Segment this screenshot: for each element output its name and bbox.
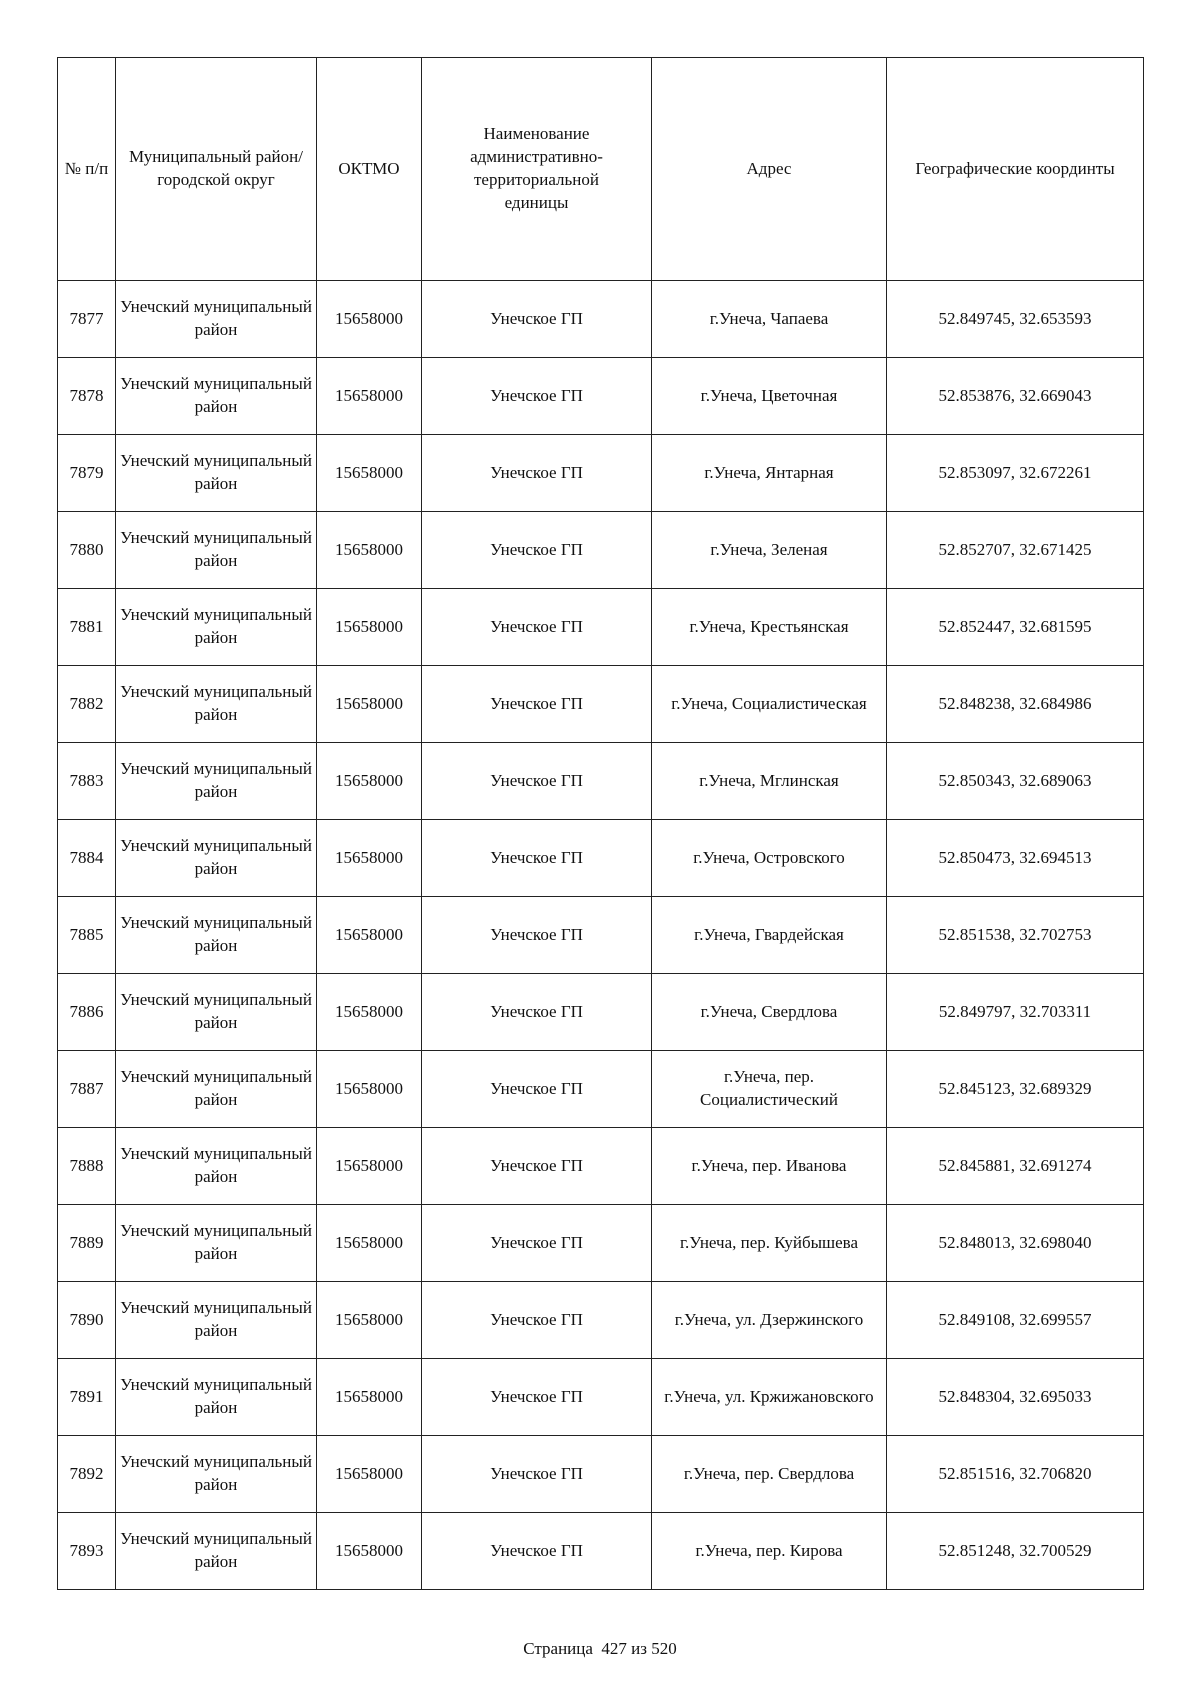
- cell-coords: 52.845123, 32.689329: [887, 1051, 1144, 1128]
- cell-address: г.Унеча, Свердлова: [652, 974, 887, 1051]
- cell-coords: 52.851248, 32.700529: [887, 1513, 1144, 1590]
- table-row: [58, 512, 1144, 589]
- cell-num: 7883: [58, 743, 116, 820]
- table-body: [58, 281, 1144, 1590]
- cell-unit: Унечское ГП: [422, 1128, 652, 1205]
- cell-coords: 52.849745, 32.653593: [887, 281, 1144, 358]
- cell-coords: 52.850473, 32.694513: [887, 820, 1144, 897]
- cell-district: Унечский муниципальный район: [116, 974, 317, 1051]
- cell-unit: Унечское ГП: [422, 1436, 652, 1513]
- cell-unit: Унечское ГП: [422, 897, 652, 974]
- cell-coords: 52.845881, 32.691274: [887, 1128, 1144, 1205]
- cell-district: Унечский муниципальный район: [116, 1513, 317, 1590]
- table-row: [58, 1205, 1144, 1282]
- cell-num: 7885: [58, 897, 116, 974]
- cell-num: 7880: [58, 512, 116, 589]
- table-row: [58, 897, 1144, 974]
- cell-district: Унечский муниципальный район: [116, 358, 317, 435]
- cell-address: г.Унеча, Крестьянская: [652, 589, 887, 666]
- cell-coords: 52.849797, 32.703311: [887, 974, 1144, 1051]
- cell-coords: 52.848238, 32.684986: [887, 666, 1144, 743]
- table-row: [58, 666, 1144, 743]
- cell-oktmo: 15658000: [317, 358, 422, 435]
- cell-district: Унечский муниципальный район: [116, 1436, 317, 1513]
- cell-oktmo: 15658000: [317, 897, 422, 974]
- table-row: [58, 589, 1144, 666]
- cell-district: Унечский муниципальный район: [116, 281, 317, 358]
- cell-coords: 52.848304, 32.695033: [887, 1359, 1144, 1436]
- header-coords: Географические координты: [887, 58, 1144, 281]
- cell-oktmo: 15658000: [317, 281, 422, 358]
- cell-address: г.Унеча, пер. Социалистический: [652, 1051, 887, 1128]
- header-unit: Наименование административно-территориальной единицы: [422, 58, 652, 281]
- cell-num: 7890: [58, 1282, 116, 1359]
- cell-oktmo: 15658000: [317, 1051, 422, 1128]
- cell-district: Унечский муниципальный район: [116, 1282, 317, 1359]
- cell-address: г.Унеча, Чапаева: [652, 281, 887, 358]
- cell-num: 7887: [58, 1051, 116, 1128]
- cell-unit: Унечское ГП: [422, 974, 652, 1051]
- cell-coords: 52.852447, 32.681595: [887, 589, 1144, 666]
- cell-unit: Унечское ГП: [422, 1282, 652, 1359]
- table-row: [58, 820, 1144, 897]
- cell-oktmo: 15658000: [317, 666, 422, 743]
- cell-district: Унечский муниципальный район: [116, 1205, 317, 1282]
- cell-address: г.Унеча, ул. Кржижановского: [652, 1359, 887, 1436]
- table-row: [58, 974, 1144, 1051]
- cell-district: Унечский муниципальный район: [116, 512, 317, 589]
- cell-num: 7891: [58, 1359, 116, 1436]
- cell-district: Унечский муниципальный район: [116, 743, 317, 820]
- cell-unit: Унечское ГП: [422, 666, 652, 743]
- table-row: [58, 435, 1144, 512]
- cell-oktmo: 15658000: [317, 435, 422, 512]
- cell-address: г.Унеча, Социалистическая: [652, 666, 887, 743]
- cell-address: г.Унеча, Мглинская: [652, 743, 887, 820]
- table-row: [58, 1051, 1144, 1128]
- cell-coords: 52.852707, 32.671425: [887, 512, 1144, 589]
- cell-address: г.Унеча, Островского: [652, 820, 887, 897]
- cell-address: г.Унеча, ул. Дзержинского: [652, 1282, 887, 1359]
- table-header: [58, 58, 1144, 281]
- cell-coords: 52.849108, 32.699557: [887, 1282, 1144, 1359]
- page-number: Страница 427 из 520: [523, 1639, 677, 1658]
- cell-oktmo: 15658000: [317, 512, 422, 589]
- cell-unit: Унечское ГП: [422, 1205, 652, 1282]
- table-row: [58, 1359, 1144, 1436]
- cell-address: г.Унеча, пер. Иванова: [652, 1128, 887, 1205]
- table-row: [58, 1436, 1144, 1513]
- table-row: [58, 1282, 1144, 1359]
- cell-address: г.Унеча, Янтарная: [652, 435, 887, 512]
- cell-district: Унечский муниципальный район: [116, 589, 317, 666]
- cell-oktmo: 15658000: [317, 1359, 422, 1436]
- cell-unit: Унечское ГП: [422, 1359, 652, 1436]
- cell-oktmo: 15658000: [317, 1282, 422, 1359]
- cell-district: Унечский муниципальный район: [116, 820, 317, 897]
- cell-unit: Унечское ГП: [422, 589, 652, 666]
- cell-num: 7881: [58, 589, 116, 666]
- cell-address: г.Унеча, Гвардейская: [652, 897, 887, 974]
- cell-num: 7886: [58, 974, 116, 1051]
- cell-num: 7882: [58, 666, 116, 743]
- cell-oktmo: 15658000: [317, 974, 422, 1051]
- cell-unit: Унечское ГП: [422, 435, 652, 512]
- table-row: [58, 358, 1144, 435]
- cell-num: 7878: [58, 358, 116, 435]
- cell-num: 7893: [58, 1513, 116, 1590]
- header-district: Муниципальный район/городской округ: [116, 58, 317, 281]
- table-row: [58, 743, 1144, 820]
- document-page: [57, 57, 1143, 1590]
- cell-oktmo: 15658000: [317, 1205, 422, 1282]
- cell-coords: 52.851516, 32.706820: [887, 1436, 1144, 1513]
- cell-oktmo: 15658000: [317, 743, 422, 820]
- cell-address: г.Унеча, пер. Свердлова: [652, 1436, 887, 1513]
- cell-district: Унечский муниципальный район: [116, 897, 317, 974]
- cell-num: 7884: [58, 820, 116, 897]
- cell-num: 7892: [58, 1436, 116, 1513]
- table-row: [58, 281, 1144, 358]
- table-row: [58, 1128, 1144, 1205]
- cell-district: Унечский муниципальный район: [116, 1359, 317, 1436]
- registry-table: [57, 57, 1144, 1590]
- header-row: [58, 58, 1144, 281]
- cell-unit: Унечское ГП: [422, 1051, 652, 1128]
- cell-coords: 52.848013, 32.698040: [887, 1205, 1144, 1282]
- cell-coords: 52.851538, 32.702753: [887, 897, 1144, 974]
- cell-coords: 52.853876, 32.669043: [887, 358, 1144, 435]
- cell-address: г.Унеча, пер. Кирова: [652, 1513, 887, 1590]
- cell-unit: Унечское ГП: [422, 512, 652, 589]
- cell-unit: Унечское ГП: [422, 1513, 652, 1590]
- cell-oktmo: 15658000: [317, 589, 422, 666]
- cell-unit: Унечское ГП: [422, 820, 652, 897]
- cell-district: Унечский муниципальный район: [116, 1051, 317, 1128]
- cell-unit: Унечское ГП: [422, 281, 652, 358]
- cell-coords: 52.850343, 32.689063: [887, 743, 1144, 820]
- cell-oktmo: 15658000: [317, 820, 422, 897]
- cell-num: 7879: [58, 435, 116, 512]
- cell-num: 7877: [58, 281, 116, 358]
- cell-coords: 52.853097, 32.672261: [887, 435, 1144, 512]
- header-oktmo: ОКТМО: [317, 58, 422, 281]
- cell-oktmo: 15658000: [317, 1513, 422, 1590]
- cell-district: Унечский муниципальный район: [116, 1128, 317, 1205]
- table-row: [58, 1513, 1144, 1590]
- cell-district: Унечский муниципальный район: [116, 435, 317, 512]
- cell-unit: Унечское ГП: [422, 743, 652, 820]
- cell-oktmo: 15658000: [317, 1128, 422, 1205]
- cell-address: г.Унеча, Цветочная: [652, 358, 887, 435]
- header-address: Адрес: [652, 58, 887, 281]
- cell-address: г.Унеча, пер. Куйбышева: [652, 1205, 887, 1282]
- cell-num: 7888: [58, 1128, 116, 1205]
- cell-num: 7889: [58, 1205, 116, 1282]
- cell-unit: Унечское ГП: [422, 358, 652, 435]
- cell-district: Унечский муниципальный район: [116, 666, 317, 743]
- header-num: № п/п: [58, 58, 116, 281]
- cell-address: г.Унеча, Зеленая: [652, 512, 887, 589]
- cell-oktmo: 15658000: [317, 1436, 422, 1513]
